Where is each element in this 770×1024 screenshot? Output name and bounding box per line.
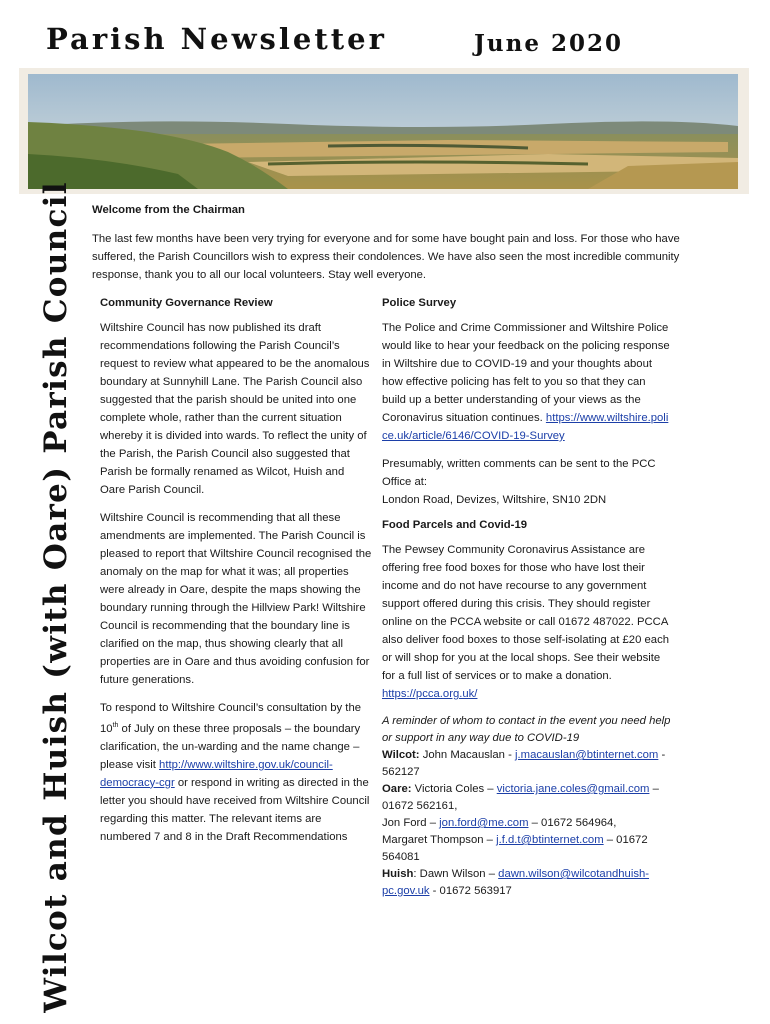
oare3-email-link[interactable]: j.f.d.t@btinternet.com [496,834,604,846]
police-survey-link[interactable]: https://www.wiltshire.police.uk/article/6146/COVID-19-Survey [382,412,669,442]
welcome-heading: Welcome from the Chairman [92,204,245,216]
contact-huish: Huish: Dawn Wilson – dawn.wilson@wilcotandhuish-pc.gov.uk - 01672 563917 [382,868,650,897]
governance-para-3: To respond to Wiltshire Council’s consultation by the 10th of July on these three proposals – the boundary clarification, the un-warding and the name change – please visit http://www.wiltshire.gov.uk/council-democracy-cgr or respond in writing as directed in the letter you should have received from Wiltshire Council regarding this matter. The relevant items are numbered 7 and 8 in the Draft Recommendations [100,702,370,843]
oare2-email-link[interactable]: jon.ford@me.com [439,817,529,829]
food-heading: Food Parcels and Covid-19 [382,519,528,531]
contacts-intro: A reminder of whom to contact in the event you need help or support in any way due to COVID-19 [382,715,671,744]
oare-email-link[interactable]: victoria.jane.coles@gmail.com [496,783,650,795]
contact-oare: Oare: Victoria Coles – victoria.jane.coles@gmail.com – 01672 562161, Jon Ford – jon.ford@me.com – 01672 564964, Margaret Thompson – j.f.d.t@btinternet.com – 01672 564081 [382,783,659,863]
council-consultation-link[interactable]: http://www.wiltshire.gov.uk/council-democracy-cgr [100,758,333,789]
pcca-link[interactable]: https://pcca.org.uk/ [382,688,478,700]
newsletter-date: June 2020 [474,30,623,57]
contact-wilcot: Wilcot: John Macauslan - j.macauslan@btinternet.com - 562127 [382,749,666,778]
governance-para-2: Wiltshire Council is recommending that all these amendments are implemented. The Parish Council is pleased to report that Wiltshire Council recognised the anomaly on the map for what it was; all properties were already in Oare, despite the maps showing the boundary running through the Hillview Park! Wiltshire Council is recommending that the boundary line is clarified on the map, thus showing clearly that all properties are in Oare and thus avoiding confusion for future generations. [100,512,372,686]
landscape-banner-image [28,74,738,189]
governance-para-1: Wiltshire Council has now published its draft recommendations following the Parish Council’s request to review what appeared to be the anomalous boundary at Sunnyhill Lane. The Parish Council also suggested that the parish should be united into one complete whole, rather than the current situation whereby it is divided into wards. To reflect the unity of the Parish, the Parish Council also suggested that Parish be formally renamed as Wilcot, Huish and Oare Parish Council. [100,322,370,496]
welcome-section [92,204,682,284]
governance-heading: Community Governance Review [100,297,273,309]
right-column [382,297,672,900]
parish-council-sidebar [28,181,84,1013]
welcome-body: The last few months have been very trying for everyone and for some have bought pain and loss. For those who have suffered, the Parish Councillors wish to express their condolences. We have also seen the most incredible community response, thank you to all our local volunteers. Stay well everyone. [92,233,680,281]
police-address: London Road, Devizes, Wiltshire, SN10 2DN [382,494,607,506]
police-para-1: The Police and Crime Commissioner and Wiltshire Police would like to hear your feedback on the policing response in Wiltshire due to COVID-19 and your thoughts about how effective policing has felt to you so that they can build up a better understanding of your views as the Coronavirus situation continues. https://www.wiltshire.police.uk/article/6146/COVID-19-Survey [382,322,670,442]
huish-email-link[interactable]: dawn.wilson@wilcotandhuish-pc.gov.uk [382,868,650,897]
police-para-2: Presumably, written comments can be sent to the PCC Office at: [382,458,656,488]
newsletter-title: Parish Newsletter [46,22,387,56]
council-name: Wilcot and Huish (with Oare) Parish Council [38,181,74,1013]
left-column [100,297,372,846]
wilcot-email-link[interactable]: j.macauslan@btinternet.com [515,749,659,761]
food-para-1: The Pewsey Community Coronavirus Assistance are offering free food boxes for those who have lost their income and do not have recourse to any government support offered during this crisis. They should register online on the PCCA website or call 01672 487022. PCCA also deliver food boxes to those self-isolating at £20 each or will shop for you at the local shops. See their website for a full list of services or to make a donation. https://pcca.org.uk/ [382,544,669,700]
police-heading: Police Survey [382,297,457,309]
